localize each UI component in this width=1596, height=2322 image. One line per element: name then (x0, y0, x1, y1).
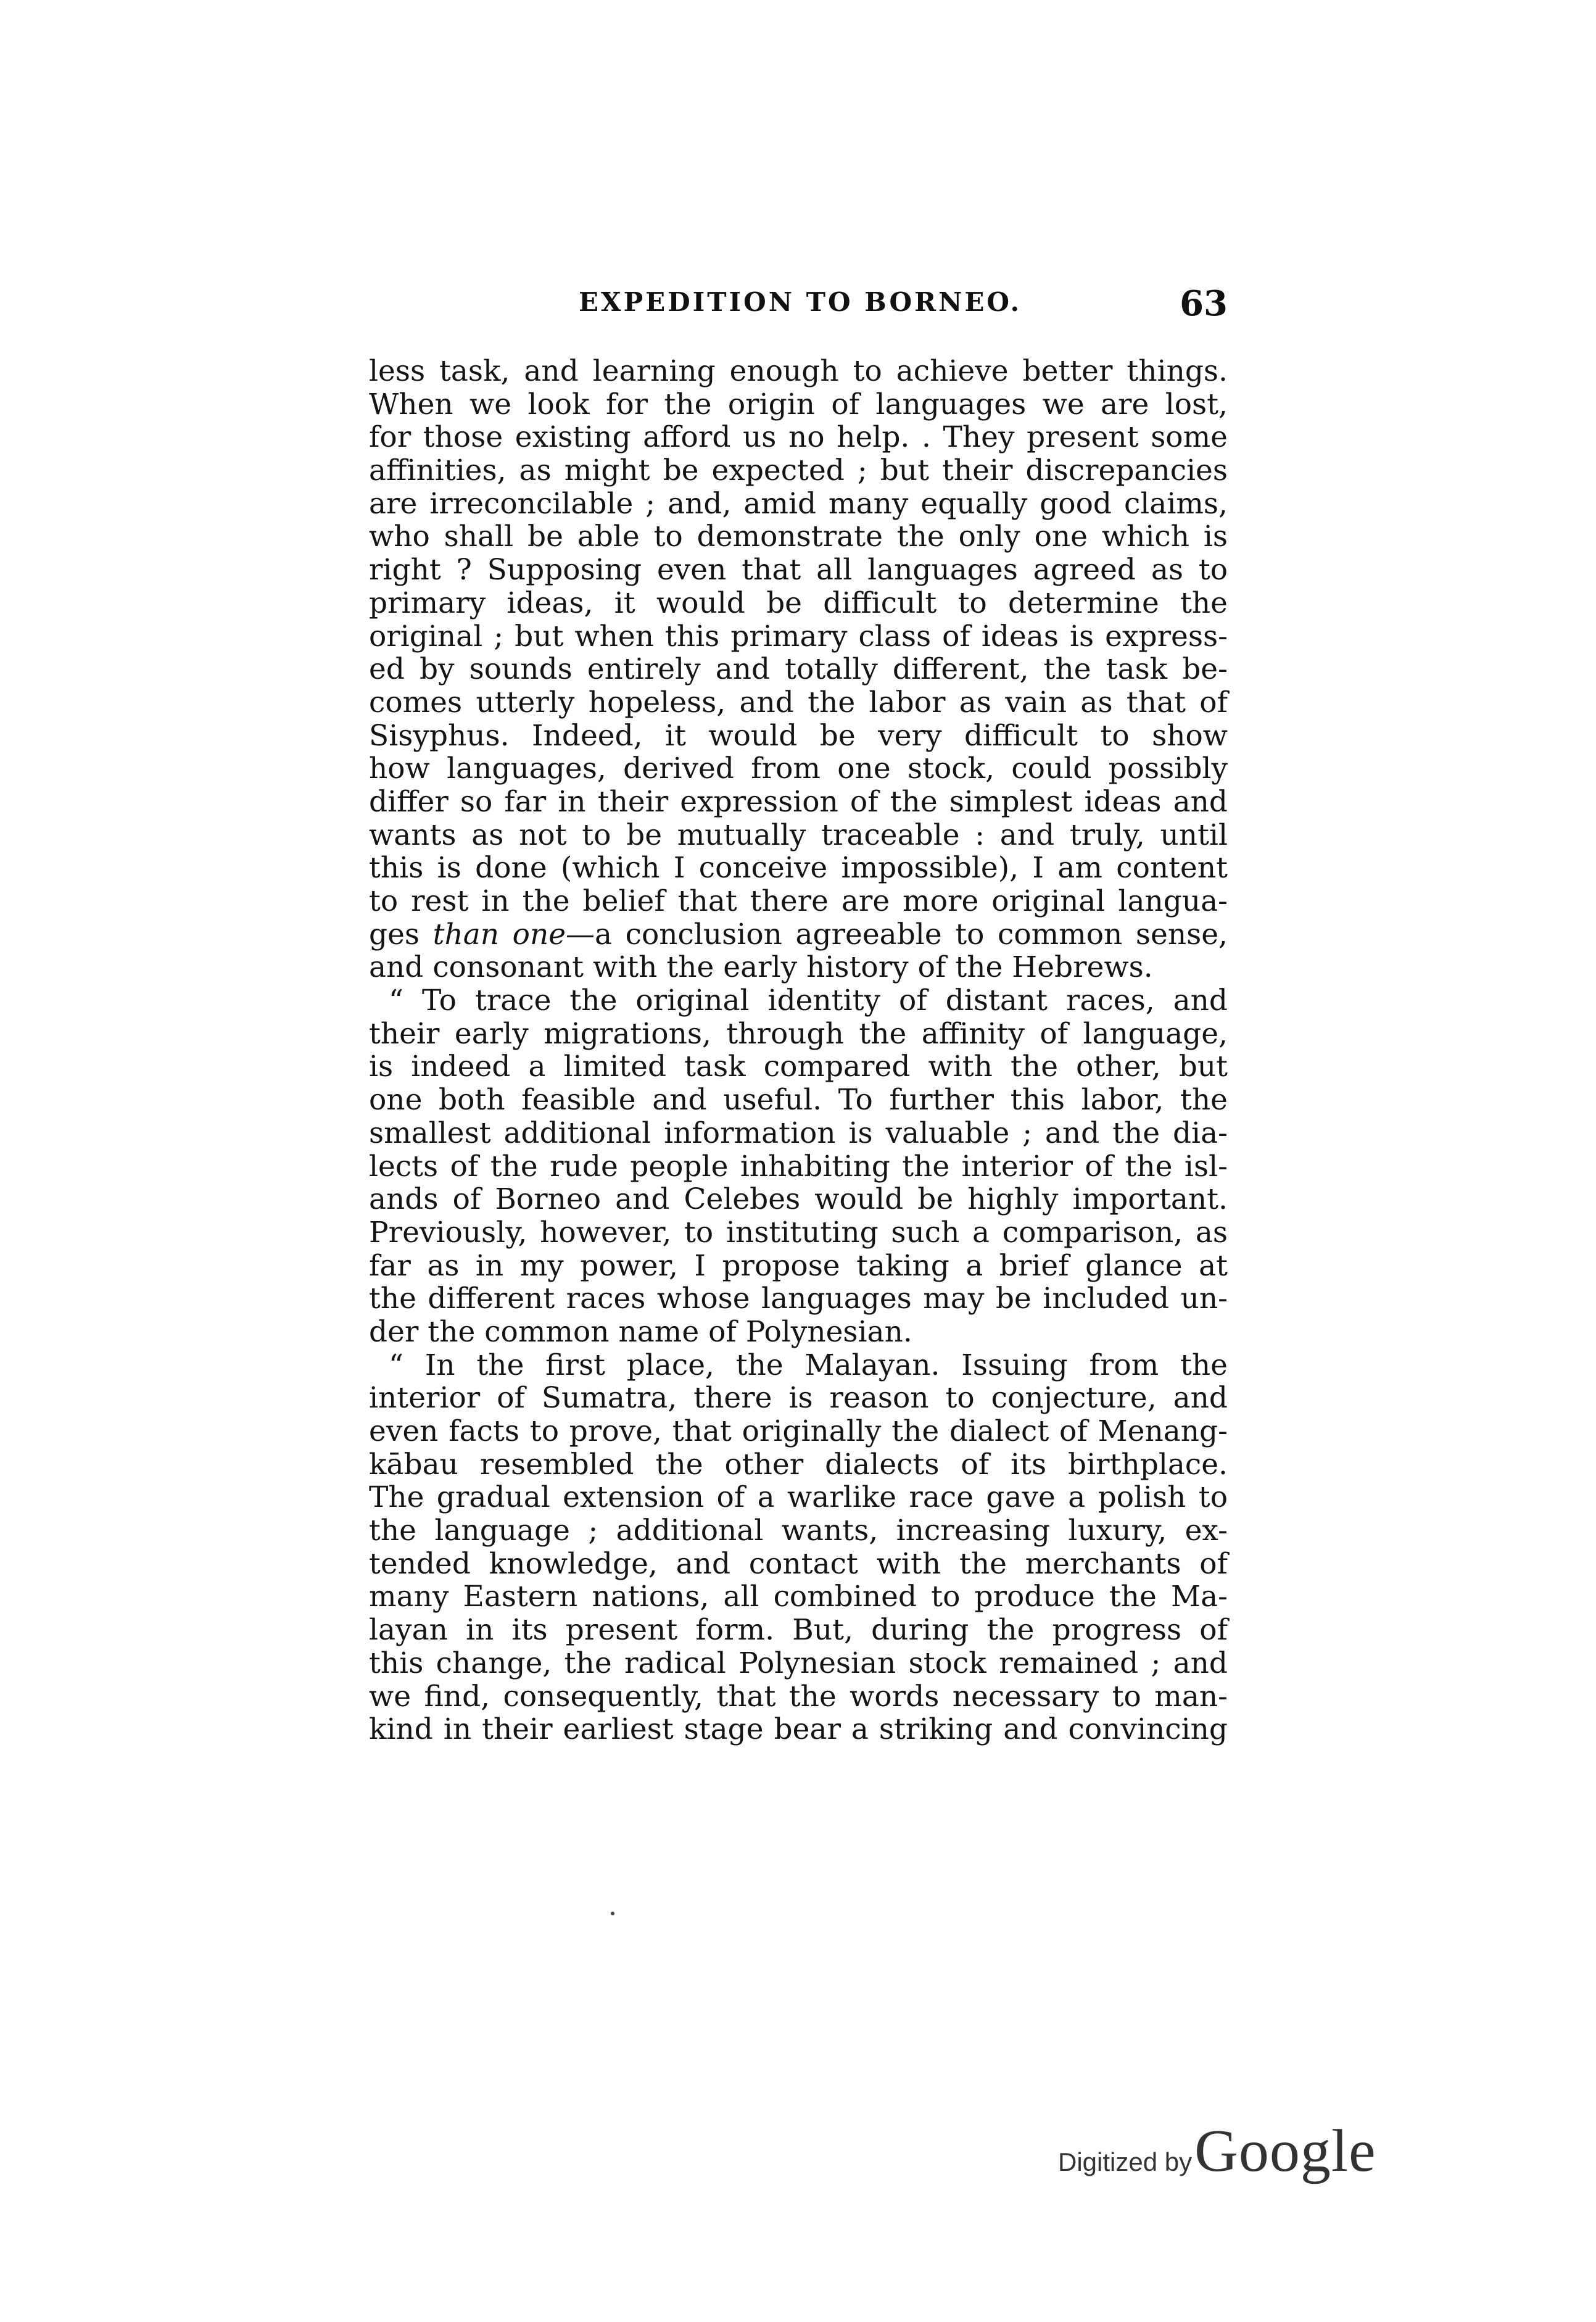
text-line: Previously, however, to instituting such a comparison, as (369, 1215, 1228, 1250)
text-line: this change, the radical Polynesian stock remained ; and (369, 1646, 1228, 1680)
paragraph-start-line: “ To trace the original identity of distant races, and (389, 984, 1228, 1018)
text-segment: ges (369, 917, 433, 952)
text-line: affinities, as might be expected ; but their discrepancies (369, 454, 1228, 488)
text-line: primary ideas, it would be difficult to determine the (369, 586, 1228, 620)
running-head (369, 283, 1228, 330)
page-number: 63 (1180, 283, 1228, 324)
paragraph-start-line: “ In the first place, the Malayan. Issuing from the (389, 1348, 1228, 1382)
text-line: ed by sounds entirely and totally different, the task be- (369, 652, 1228, 687)
ink-speck (611, 1912, 614, 1915)
text-line: this is done (which I conceive impossible), I am content (369, 851, 1228, 885)
digitized-watermark (1058, 2117, 1404, 2184)
text-line: far as in my power, I propose taking a brief glance at (369, 1248, 1228, 1283)
text-line: less task, and learning enough to achieve better things. (369, 354, 1228, 388)
text-line: right ? Supposing even that all languages agreed as to (369, 553, 1228, 587)
text-line: smallest additional information is valuable ; and the dia- (369, 1116, 1228, 1150)
text-line: lects of the rude people inhabiting the interior of the isl- (369, 1149, 1228, 1184)
text-line: many Eastern nations, all combined to produce the Ma- (369, 1580, 1228, 1614)
text-line: are irreconcilable ; and, amid many equally good claims, (369, 486, 1228, 521)
italic-phrase: than one (432, 917, 566, 952)
text-line: comes utterly hopeless, and the labor as vain as that of (369, 685, 1228, 719)
text-line: their early migrations, through the affinity of language, (369, 1016, 1228, 1051)
text-line: wants as not to be mutually traceable : and truly, until (369, 818, 1228, 852)
body-text (369, 355, 1228, 1746)
text-line: Sisyphus. Indeed, it would be very difficult to show (369, 718, 1228, 753)
running-title: EXPEDITION TO BORNEO. (579, 287, 1022, 317)
google-logo: Google (1194, 2118, 1376, 2184)
text-line: interior of Sumatra, there is reason to conjecture, and (369, 1381, 1228, 1416)
text-line: for those existing afford us no help. . They present some (369, 420, 1228, 455)
text-line: The gradual extension of a warlike race gave a polish to (369, 1480, 1228, 1515)
text-line: we find, consequently, that the words necessary to man- (369, 1679, 1228, 1714)
text-line: to rest in the belief that there are more original langua- (369, 884, 1228, 918)
text-line: ands of Borneo and Celebes would be highly important. (369, 1182, 1228, 1217)
watermark-prefix: Digitized by (1058, 2147, 1193, 2176)
text-line: kābau resembled the other dialects of its birthplace. (369, 1447, 1228, 1482)
text-line: how languages, derived from one stock, could possibly (369, 752, 1228, 786)
text-line: even facts to prove, that originally the dialect of Menang- (369, 1414, 1228, 1448)
text-line: original ; but when this primary class of ideas is express- (369, 619, 1228, 653)
paragraph-end-line: der the common name of Polynesian. (369, 1314, 912, 1349)
text-line-with-italic (369, 918, 1228, 952)
text-line: tended knowledge, and contact with the merchants of (369, 1546, 1228, 1581)
text-line: kind in their earliest stage bear a striking and convincing (369, 1712, 1228, 1747)
text-line: layan in its present form. But, during the progress of (369, 1613, 1228, 1648)
paragraph-end-line: and consonant with the early history of the Hebrews. (369, 950, 1153, 985)
text-line: differ so far in their expression of the simplest ideas and (369, 784, 1228, 819)
text-line: who shall be able to demonstrate the only one which is (369, 520, 1228, 554)
text-line: When we look for the origin of languages we are lost, (369, 387, 1228, 421)
text-line: the different races whose languages may be included un- (369, 1282, 1228, 1316)
text-line: one both feasible and useful. To further this labor, the (369, 1083, 1228, 1117)
text-segment: —a conclusion agreeable to common sense, (566, 917, 1228, 952)
text-line: is indeed a limited task compared with the other, but (369, 1050, 1228, 1084)
text-line: the language ; additional wants, increasing luxury, ex- (369, 1514, 1228, 1548)
